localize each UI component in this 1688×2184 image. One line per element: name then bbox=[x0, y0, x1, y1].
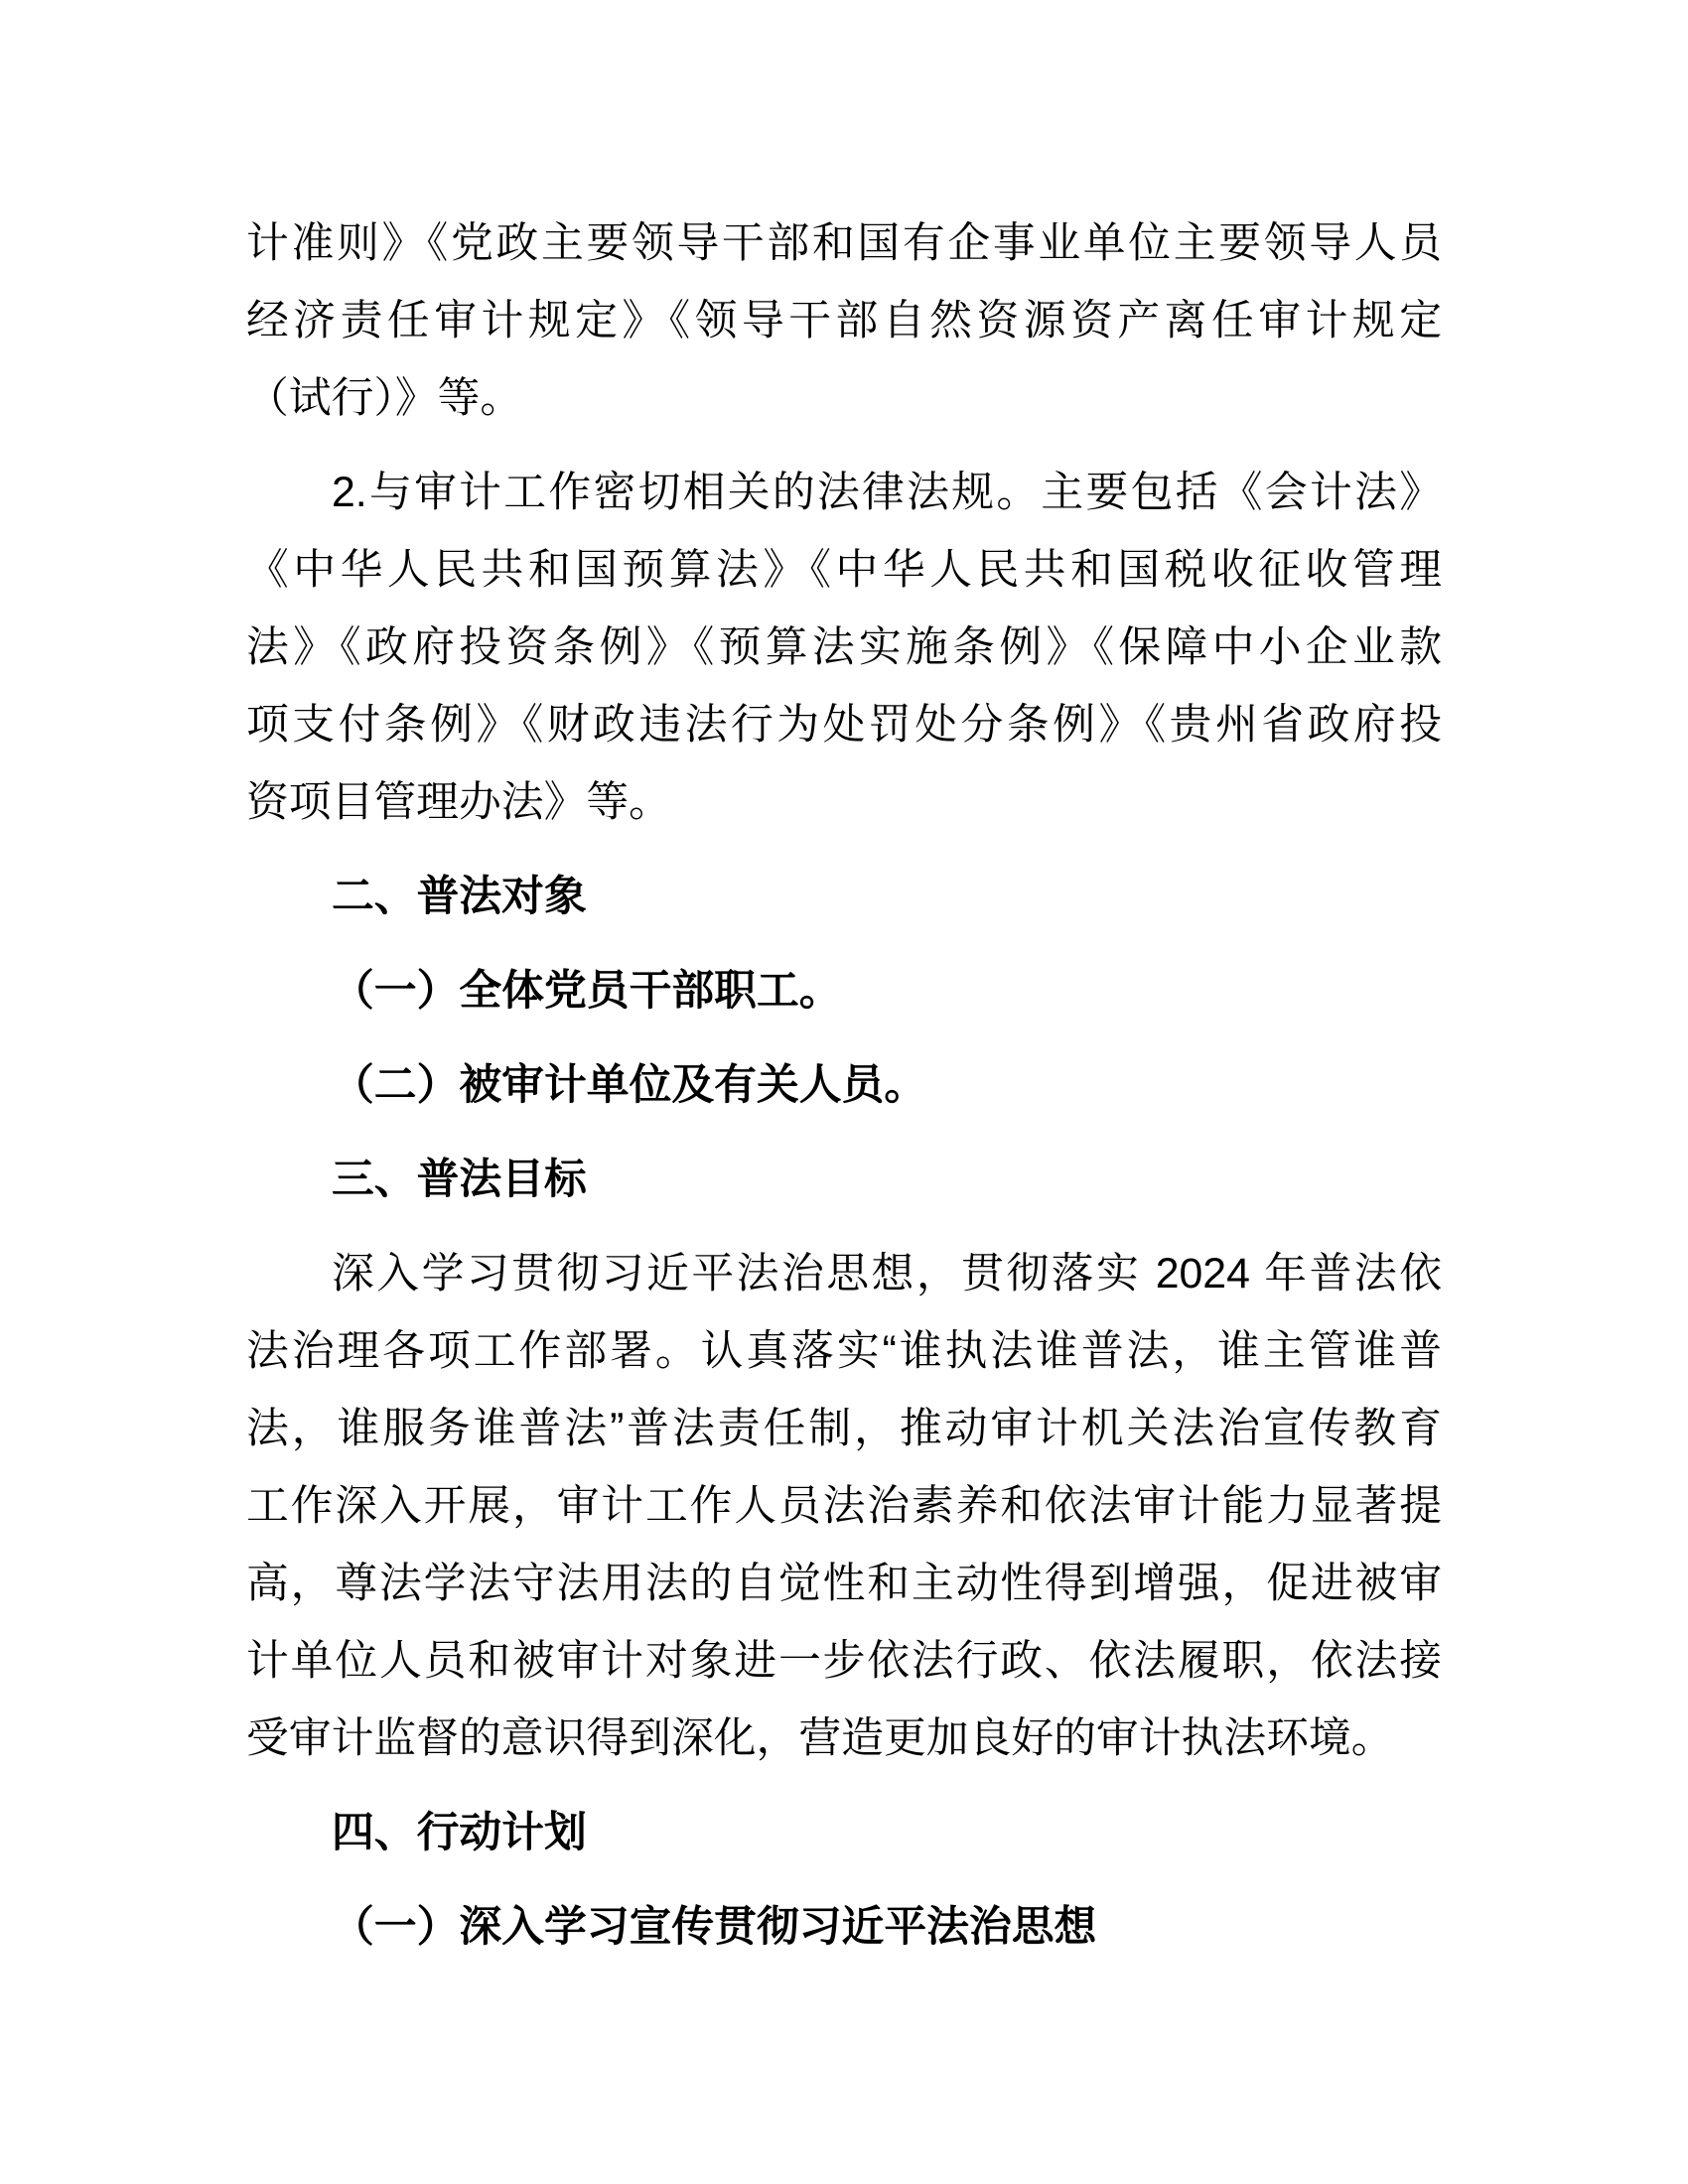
text-line: 项支付条例》《财政违法行为处罚处分条例》《贵州省政府投 bbox=[246, 701, 1442, 749]
text-line: 工作深入开展，审计工作人员法治素养和依法审计能力显著提 bbox=[246, 1482, 1442, 1530]
text-line: 受审计监督的意识得到深化，营造更加良好的审计执法环境。 bbox=[246, 1714, 1394, 1762]
heading-level-1 bbox=[246, 1794, 1442, 1871]
heading-level-1 bbox=[246, 858, 1442, 935]
heading-level-2 bbox=[246, 1888, 1442, 1966]
heading-text: 四、行动计划 bbox=[332, 1809, 587, 1856]
heading-text: （一）深入学习宣传贯彻习近平法治思想 bbox=[332, 1903, 1097, 1951]
heading-level-2 bbox=[246, 1046, 1442, 1124]
text-line: 经济责任审计规定》《领导干部自然资源资产离任审计规定 bbox=[246, 297, 1442, 344]
heading-text: （二）被审计单位及有关人员。 bbox=[332, 1061, 927, 1109]
heading-level-2 bbox=[246, 952, 1442, 1029]
text-line: 2.与审计工作密切相关的法律法规。主要包括《会计法》 bbox=[332, 469, 1442, 516]
paragraph-body bbox=[246, 1235, 1442, 1777]
heading-text: 三、普法目标 bbox=[332, 1156, 587, 1203]
text-line: 法》《政府投资条例》《预算法实施条例》《保障中小企业款 bbox=[246, 623, 1442, 671]
text-line: 高，尊法学法守法用法的自觉性和主动性得到增强，促进被审 bbox=[246, 1560, 1442, 1607]
text-line: 《中华人民共和国预算法》《中华人民共和国税收征收管理 bbox=[246, 546, 1442, 594]
text-line: 计单位人员和被审计对象进一步依法行政、依法履职，依法接 bbox=[246, 1637, 1442, 1685]
text-line: 法，谁服务谁普法”普法责任制，推动审计机关法治宣传教育 bbox=[246, 1405, 1442, 1452]
text-line: 资项目管理办法》等。 bbox=[246, 778, 671, 826]
page-content bbox=[246, 205, 1442, 1982]
text-line: 深入学习贯彻习近平法治思想，贯彻落实 2024 年普法依 bbox=[332, 1250, 1442, 1297]
paragraph-body bbox=[246, 454, 1442, 841]
text-line: 计准则》《党政主要领导干部和国有企事业单位主要领导人员 bbox=[246, 219, 1442, 267]
heading-text: （一）全体党员干部职工。 bbox=[332, 967, 842, 1015]
paragraph-continuation bbox=[246, 205, 1442, 437]
text-line: 法治理各项工作部署。认真落实“谁执法谁普法，谁主管谁普 bbox=[246, 1327, 1442, 1375]
heading-level-1 bbox=[246, 1141, 1442, 1218]
heading-text: 二、普法对象 bbox=[332, 873, 587, 920]
text-line: （试行）》等。 bbox=[246, 374, 523, 422]
